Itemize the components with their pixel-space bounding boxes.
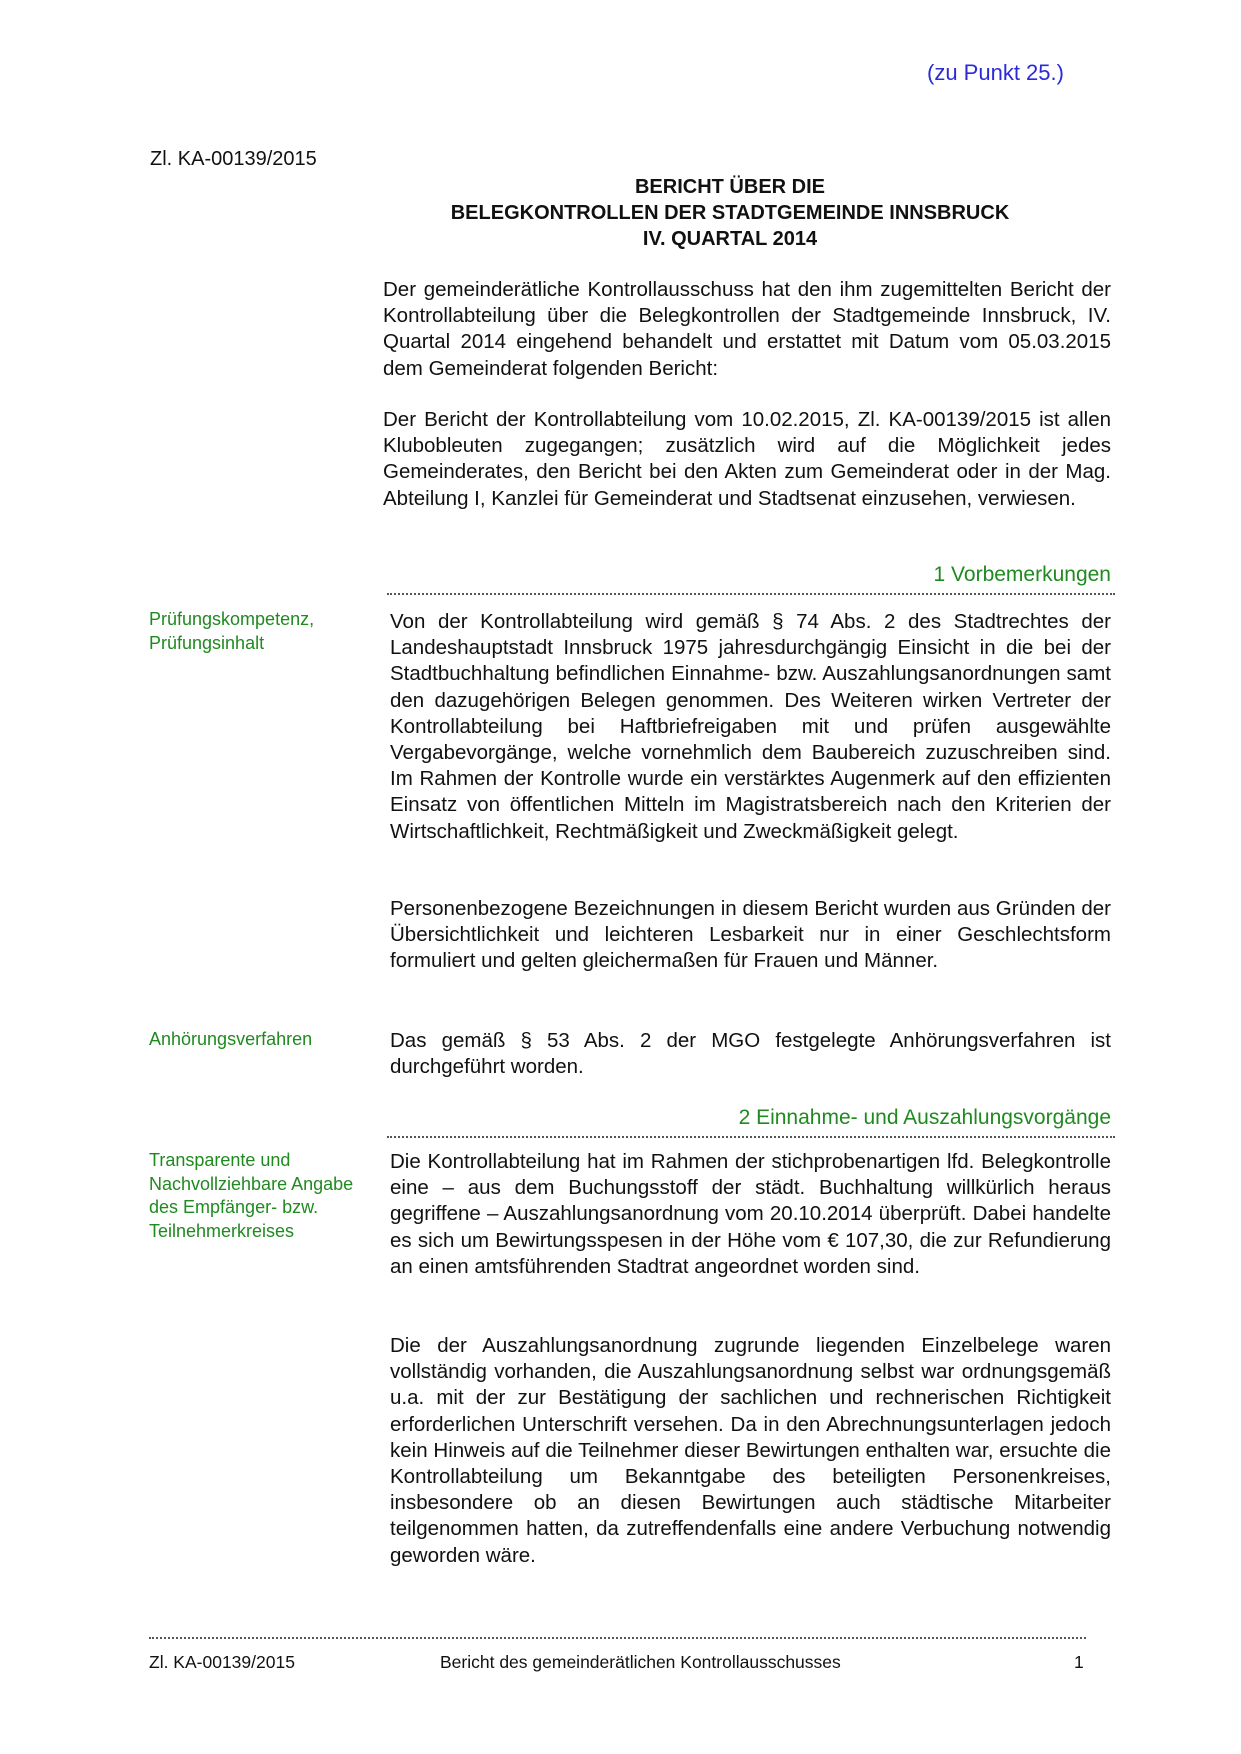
section-heading-2: 2 Einnahme- und Auszahlungsvorgänge — [738, 1106, 1111, 1129]
section2-paragraph-1: Die Kontrollabteilung hat im Rahmen der stichprobenartigen lfd. Belegkontrolle eine – aus dem Buchungsstoff der städt. Buchhaltung willkürlich heraus gegriffene – Auszahlungsanordnung vom 20.10.2014 überprüft. Dabei handelte es sich um Bewirtungsspesen in der Höhe vom € 107,30, die zur Refundierung an einen amtsführenden Stadtrat angeordnet worden sind. — [390, 1150, 1111, 1278]
file-number: Zl. KA-00139/2015 — [150, 148, 317, 170]
reference-note: (zu Punkt 25.) — [927, 60, 1064, 85]
section-heading-1: 1 Vorbemerkungen — [933, 563, 1111, 586]
title-line-2: BELEGKONTROLLEN DER STADTGEMEINDE INNSBRUCK — [450, 202, 1010, 224]
intro-paragraph-2: Der Bericht der Kontrollabteilung vom 10.02.2015, Zl. KA-00139/2015 ist allen Klubobleuten zugegangen; zusätzlich wird auf die Möglichkeit jedes Gemeinderates, den Bericht bei den Akten zum Gemeinderat oder in der Mag. Abteilung I, Kanzlei für Gemeinderat und Stadtsenat einzusehen, verwiesen. — [383, 408, 1111, 510]
side-note-transparenz: Transparente und Nachvollziehbare Angabe des Empfänger- bzw. Teilnehmerkreises — [149, 1150, 354, 1241]
page-number: 1 — [1074, 1652, 1084, 1672]
footer-file-number: Zl. KA-00139/2015 — [149, 1652, 295, 1672]
section1-paragraph-3: Das gemäß § 53 Abs. 2 der MGO festgelegte Anhörungsverfahren ist durchgeführt worden. — [390, 1029, 1111, 1079]
section-divider — [387, 1136, 1115, 1138]
footer-divider — [149, 1637, 1086, 1639]
section2-paragraph-2: Die der Auszahlungsanordnung zugrunde liegenden Einzelbelege waren vollständig vorhanden, die Auszahlungsanordnung selbst war ordnungsgemäß u.a. mit der zur Bestätigung der sachlichen und rechnerischen Richtigkeit erforderlichen Unterschrift versehen. Da in den Abrechnungsunterlagen jedoch kein Hinweis auf die Teilnehmer dieser Bewirtungen enthalten war, ersuchte die Kontrollabteilung um Bekanntgabe des beteiligten Personenkreises, insbesondere ob an diesen Bewirtungen auch städtische Mitarbeiter teilgenommen hatten, da zutreffendenfalls eine andere Verbuchung notwendig geworden wäre. — [390, 1334, 1111, 1567]
page-title — [380, 174, 1080, 252]
title-line-3: IV. QUARTAL 2014 — [642, 228, 818, 250]
footer-title: Bericht des gemeinderätlichen Kontrollausschusses — [440, 1652, 841, 1672]
intro-paragraph-1: Der gemeinderätliche Kontrollausschuss hat den ihm zugemittelten Bericht der Kontrollabteilung über die Belegkontrollen der Stadtgemeinde Innsbruck, IV. Quartal 2014 eingehend behandelt und erstattet mit Datum vom 05.03.2015 dem Gemeinderat folgenden Bericht: — [383, 278, 1111, 380]
title-line-1: BERICHT ÜBER DIE — [634, 176, 825, 198]
side-note-pruefungskompetenz: Prüfungskompetenz, Prüfungsinhalt — [149, 609, 315, 653]
side-note-anhoerungsverfahren: Anhörungsverfahren — [149, 1029, 313, 1049]
section1-paragraph-1: Von der Kontrollabteilung wird gemäß § 74 Abs. 2 des Stadtrechtes der Landeshauptstadt Innsbruck 1975 jahresdurchgängig Einsicht in die bei der Stadtbuchhaltung befindlichen Einnahme- bzw. Auszahlungsanordnungen samt den dazugehörigen Belegen genommen. Des Weiteren wirken Vertreter der Kontrollabteilung bei Haftbriefreigaben mit und prüfen ausgewählte Vergabevorgänge, welche vornehmlich dem Baubereich zuzuschreiben sind. Im Rahmen der Kontrolle wurde ein verstärktes Augenmerk auf den effizienten Einsatz von öffentlichen Mitteln im Magistratsbereich nach den Kriterien der Wirtschaftlichkeit, Rechtmäßigkeit und Zweckmäßigkeit gelegt. — [390, 610, 1111, 843]
section-divider — [387, 593, 1115, 595]
section1-paragraph-2: Personenbezogene Bezeichnungen in diesem Bericht wurden aus Gründen der Übersichtlichkeit und leichteren Lesbarkeit nur in einer Geschlechtsform formuliert und gelten gleichermaßen für Frauen und Männer. — [390, 897, 1111, 973]
